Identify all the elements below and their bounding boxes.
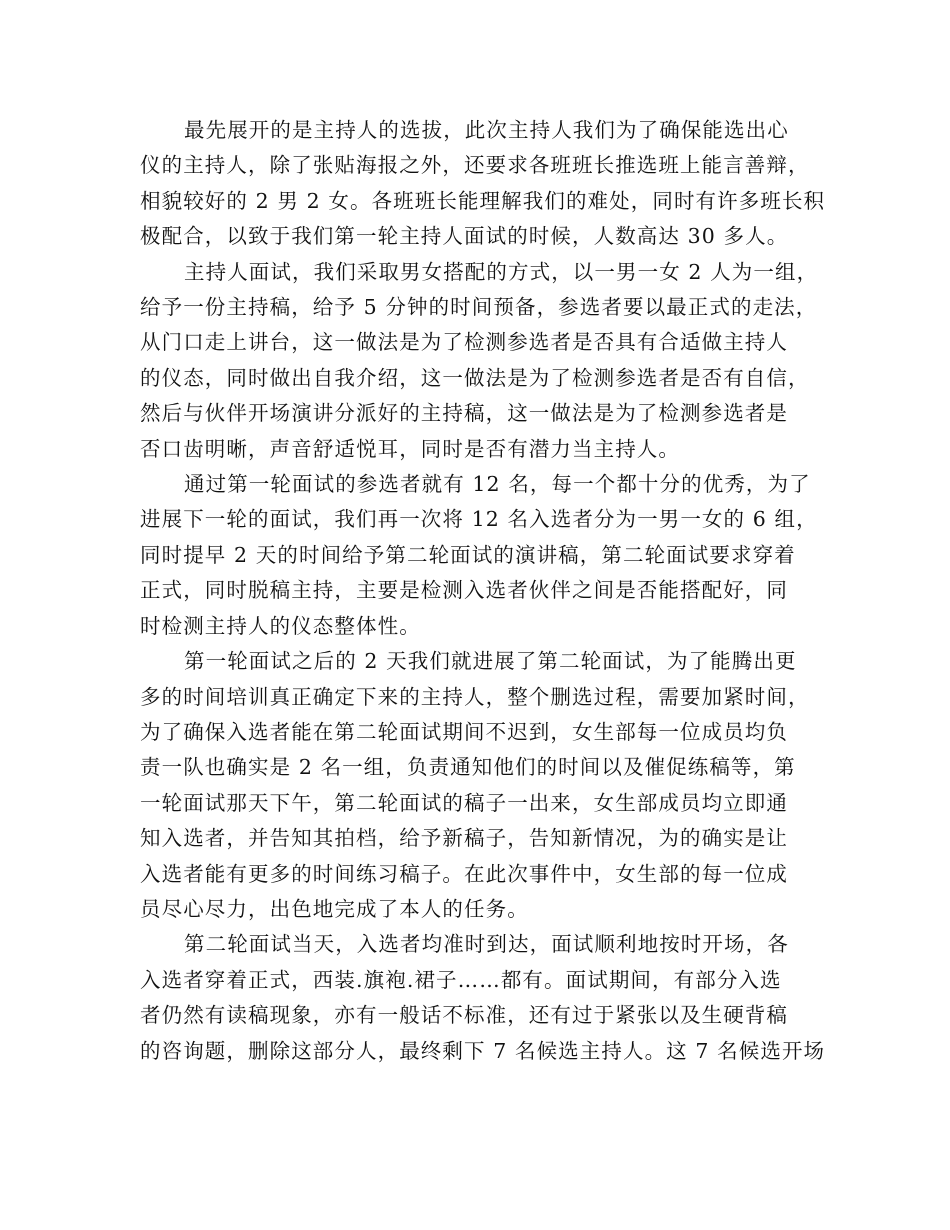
text-line: 为了确保入选者能在第二轮面试期间不迟到，女生部每一位成员均负	[140, 719, 788, 744]
text-line: 通过第一轮面试的参选者就有 12 名，每一个都十分的优秀，为了	[184, 472, 811, 497]
text-line: 的仪态，同时做出自我介绍，这一做法是为了检测参选者是否有自信，	[140, 365, 810, 390]
text-line: 否口齿明晰，声音舒适悦耳，同时是否有潜力当主持人。	[140, 436, 680, 461]
text-line: 责一队也确实是 2 名一组，负责通知他们的时间以及催促练稿等，第	[140, 755, 796, 780]
text-line: 最先展开的是主持人的选拔，此次主持人我们为了确保能选出心	[184, 118, 789, 142]
text-line: 的咨询题，删除这部分人，最终剩下 7 名候选主持人。这 7 名候选开场	[140, 1038, 826, 1063]
text-line: 主持人面试，我们采取男女搭配的方式，以一男一女 2 人为一组，	[184, 259, 819, 284]
paragraph-4	[140, 644, 812, 927]
document-body	[140, 113, 826, 1069]
text-line: 正式，同时脱稿主持，主要是检测入选者伙伴之间是否能搭配好，同	[140, 578, 788, 603]
text-line: 员尽心尽力，出色地完成了本人的任务。	[140, 896, 529, 921]
text-line: 相貌较好的 2 男 2 女。各班班长能理解我们的难处，同时有许多班长积	[140, 188, 826, 213]
text-line: 时检测主持人的仪态整体性。	[140, 613, 421, 638]
text-line: 第二轮面试当天，入选者均准时到达，面试顺利地按时开场，各	[184, 932, 789, 957]
text-line: 知入选者，并告知其拍档，给予新稿子，告知新情况，为的确实是让	[140, 826, 788, 851]
text-line: 然后与伙伴开场演讲分派好的主持稿，这一做法是为了检测参选者是	[140, 401, 788, 426]
text-line: 多的时间培训真正确定下来的主持人，整个删选过程，需要加紧时间，	[140, 684, 810, 709]
paragraph-3	[140, 467, 818, 644]
paragraph-5	[140, 927, 826, 1069]
paragraph-1	[140, 113, 826, 255]
text-line: 入选者能有更多的时间练习稿子。在此次事件中，女生部的每一位成	[140, 861, 788, 886]
text-line: 仪的主持人，除了张贴海报之外，还要求各班班长推选班上能言善辩，	[140, 153, 810, 178]
text-line: 进展下一轮的面试，我们再一次将 12 名入选者分为一男一女的 6 组，	[140, 507, 818, 532]
text-line: 从门口走上讲台，这一做法是为了检测参选者是否具有合适做主持人	[140, 330, 788, 355]
text-line: 极配合，以致于我们第一轮主持人面试的时候，人数高达 30 多人。	[140, 224, 789, 249]
text-line: 一轮面试那天下午，第二轮面试的稿子一出来，女生部成员均立即通	[140, 790, 788, 815]
text-line: 同时提早 2 天的时间给予第二轮面试的演讲稿，第二轮面试要求穿着	[140, 542, 796, 567]
text-line: 入选者穿着正式，西装.旗袍.裙子……都有。面试期间，有部分入选	[140, 967, 782, 992]
text-line: 者仍然有读稿现象，亦有一般话不标准，还有过于紧张以及生硬背稿	[140, 1003, 788, 1028]
text-line: 第一轮面试之后的 2 天我们就进展了第二轮面试，为了能腾出更	[184, 649, 797, 674]
text-line: 给予一份主持稿，给予 5 分钟的时间预备，参选者要以最正式的走法，	[140, 295, 818, 320]
paragraph-2	[140, 255, 819, 467]
